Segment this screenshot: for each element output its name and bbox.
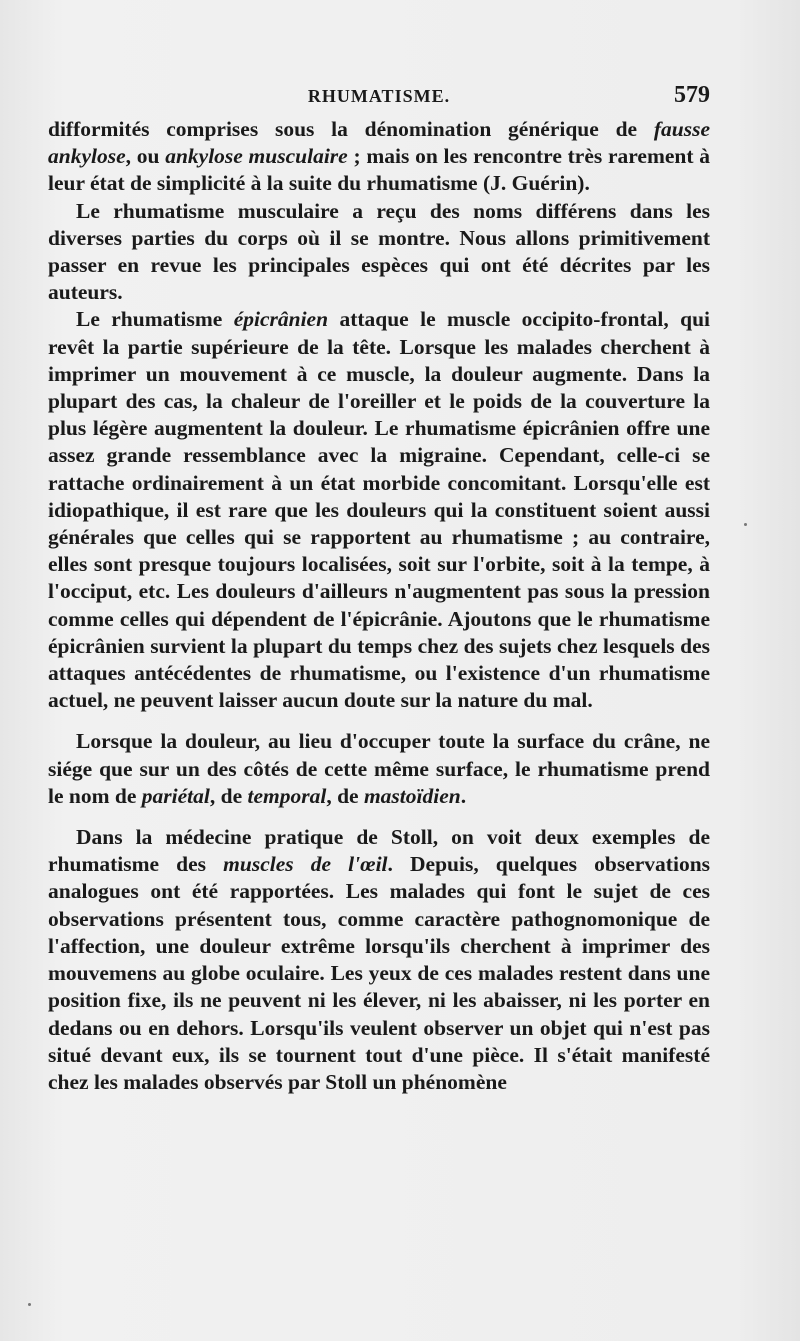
text-run: Dans la médecine pratique de Stoll, on voit deux exemples de rhumatisme des <box>48 825 710 877</box>
text-run: . <box>460 783 467 808</box>
paragraph-1 <box>48 116 710 198</box>
running-title: RHUMATISME. <box>307 86 451 106</box>
italic-term: ankylose musculaire <box>165 144 348 169</box>
text-run: . Depuis, quelques observations analogues ont été rapportées. Les malades qui font le sujet de ces observations présentent tous, comme caractère pathognomonique de l'affection, une douleur extrême lorsqu'ils cherchent à imprimer des mouvemens au globe oculaire. Les yeux de ces malades restent dans une position fixe, ils ne peuvent ni les élever, ni les abaisser, ni les porter en dedans ou en dehors. Lorsqu'ils veulent observer un objet qui n'est pas situé devant eux, ils se tournent tout d'une pièce. Il s'était manifesté chez les malades observés par Stoll un phénomène <box>48 852 711 1094</box>
text-run: difformités comprises sous la dénomination générique de <box>48 117 654 141</box>
italic-term: épicrânien <box>233 307 329 332</box>
italic-term: pariétal <box>141 783 210 808</box>
text-run: , de <box>326 783 364 808</box>
text-run: , ou <box>125 144 166 169</box>
page-number: 579 <box>674 82 710 108</box>
body-text <box>48 116 710 1096</box>
paper-speck <box>744 523 747 526</box>
text-run: attaque le muscle occipito-frontal, qui revêt la partie supérieure de la tête. Lorsque les malades cherchent à imprimer un mouvement à ce muscle, la douleur augmente. Dans la plupart des cas, la chaleur de l'oreiller et le poids de la couverture la plus légère augmentent la douleur. Le rhumatisme épicrânien offre une assez grande ressemblance avec la migraine. Cependant, celle-ci se rattache ordinairement à un état morbide concomitant. Lorsqu'elle est idiopathique, il est rare que les douleurs qui la constituent soient aussi générales que celles qui se rapportent au rhumatisme ; au contraire, elles sont presque toujours localisées, soit sur l'orbite, soit à la tempe, à l'occiput, etc. Les douleurs d'ailleurs n'augmentent pas sous la pression comme celles qui dépendent de l'épicrânie. Ajoutons que le rhumatisme épicrânien survient la plupart du temps chez des sujets chez lesquels des attaques antécédentes de rhumatisme, ou l'existence d'un rhumatisme actuel, ne peuvent laisser aucun doute sur la nature du mal. <box>48 307 710 713</box>
text-run: Lorsque la douleur, au lieu d'occuper toute la surface du crâne, ne siége que sur un des côtés de cette même surface, le rhumatisme prend le nom de <box>48 729 710 808</box>
paragraph-5 <box>48 824 710 1096</box>
paper-speck <box>28 1303 31 1306</box>
italic-term: muscles de l'œil <box>223 852 388 877</box>
paragraph-3 <box>48 306 710 714</box>
italic-term: mastoïdien <box>363 783 461 808</box>
text-run: ; mais on les rencontre très rarement à leur état de simplicité à la suite du rhumatisme (J. Guérin). <box>48 144 710 196</box>
paragraph-4 <box>48 728 710 810</box>
paragraph-2: Le rhumatisme musculaire a reçu des noms différens dans les diverses parties du corps où il se montre. Nous allons primitivement passer en revue les principales espèces qui ont été décrites par les auteurs. <box>48 198 710 305</box>
page-header <box>48 82 710 112</box>
italic-term: temporal <box>247 783 327 808</box>
text-run: Le rhumatisme <box>76 307 234 332</box>
text-run: , de <box>209 783 248 808</box>
italic-term: fausse ankylose <box>48 117 710 169</box>
